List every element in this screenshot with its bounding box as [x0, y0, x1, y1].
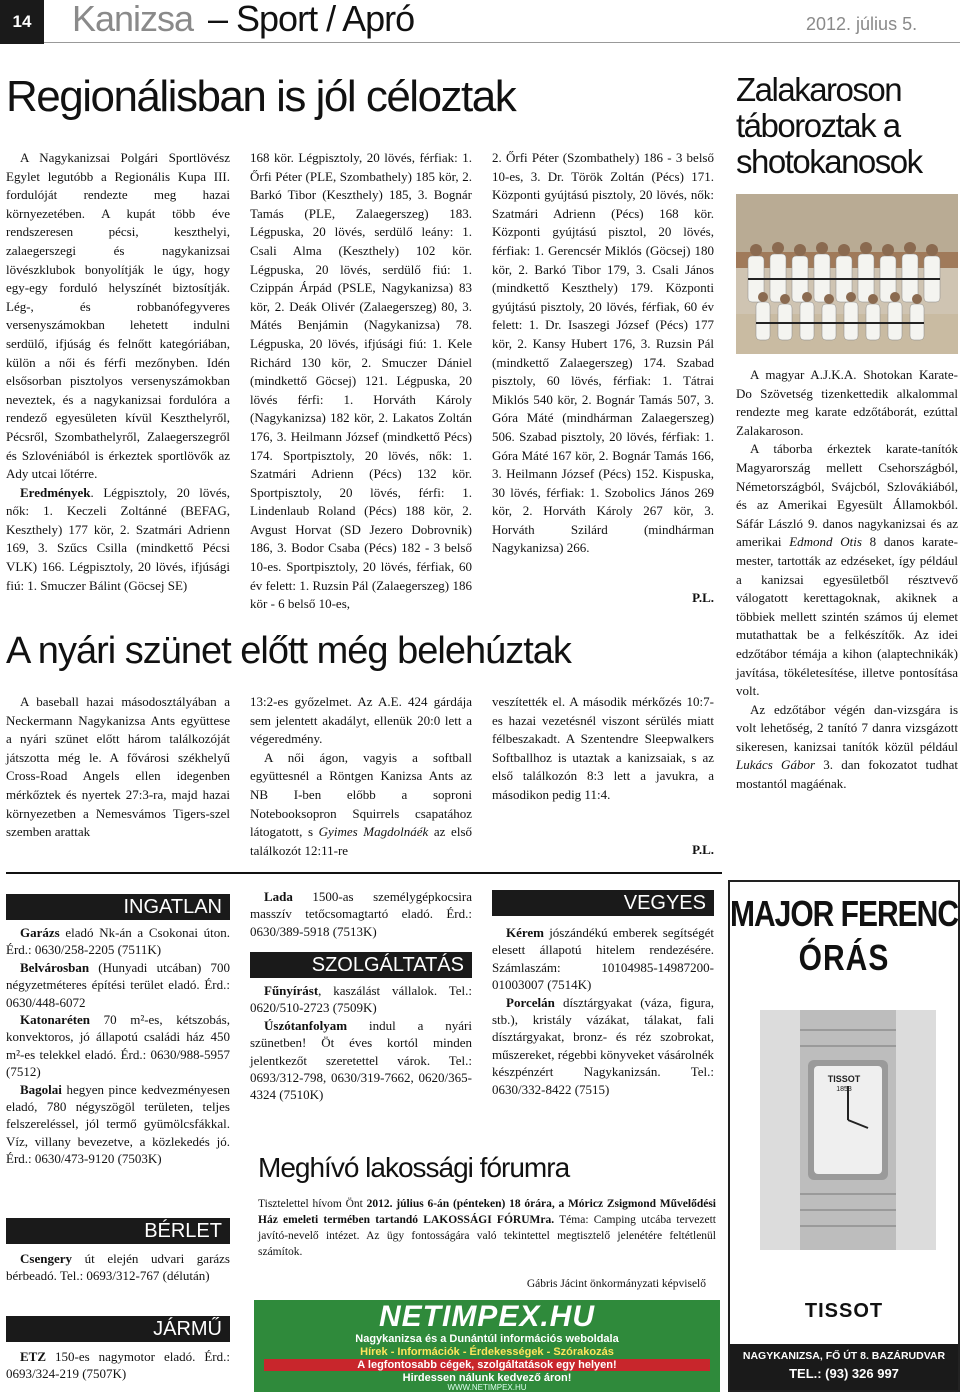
forum-signer: Gábris Jácint önkormányzati képviselő [526, 1278, 706, 1290]
article3-p2a: A táborba érkeztek karate-tanítók Magyarország mellett Csehországból, Németországból, Svájcból, Szlovákiából, és az Amerikai Egyesült Államokból. Sáfár László 9. danos nagykanizsai és az amerikai [736, 441, 958, 550]
list-item: Kérem jószándékú emberek segítségét elesett állapotú hitelem rendezésére. Számlaszám: 10104985-14987200-01003007 (7514K) [492, 925, 714, 993]
szolgaltatas-heading: SZOLGÁLTATÁS [250, 952, 472, 978]
article2-col2 [250, 693, 472, 860]
list-item: Katonaréten 70 m²-es, kétszobás, konvektoros, jó állapotú családi ház 450 m²-es telekkel eladó. Érd.: 0630/988-5957 (7512) [6, 1012, 230, 1080]
article3-p1: A magyar A.J.K.A. Shotokan Karate-Do Szövetség tizenkettedik alkalommal rendezte meg karate edzőtáborát, ezúttal Zalakaroson. [736, 367, 958, 438]
vegyes-list [492, 924, 714, 1098]
article-title-karate: Zalakaroson táboroztak a shotokanosok [736, 71, 922, 180]
header-rule [44, 42, 960, 43]
netimpex-ad[interactable] [254, 1300, 720, 1392]
list-item: Garázs eladó Nk-án a Csokonai úton. Érd.: 0630/258-2205 (7511K) [6, 925, 230, 958]
article2-signature: P.L. [692, 842, 714, 857]
karate-people-drawing [736, 194, 958, 354]
jarmu-list-a [6, 1348, 230, 1383]
watch-brand: TISSOT [827, 1074, 861, 1084]
szolgaltatas-list [250, 982, 472, 1104]
netimpex-line2: Hírek - Információk - Érdekességek - Szórakozás [360, 1346, 614, 1358]
article3-p3a: Az edzőtábor végén dan-vizsgára is volt lehetőség, 2 tanító 7 danra vizsgázott sikeresen, kanizsai tanítók közül például [736, 701, 958, 754]
netimpex-logo: NETIMPEX.HU [378, 1300, 596, 1333]
watch-illustration [730, 990, 958, 1270]
issue-date: 2012. július 5. [806, 14, 918, 34]
jarmu-list-b [250, 888, 472, 940]
forum-text: Tisztelettel hívom Önt 2012. július 6-án (pénteken) 18 órára, a Móricz Zsigmond Művelődési Ház emeleti termében tartandó LAKOSSÁGI FÓRUMra. Téma: Camping utcába tervezett javító-nevelő intézet. Az ügy fontosságára való tekintettel megtisztelő jelenétére feltétlenül számítok. [258, 1198, 717, 1258]
article2-col1-text: A baseball hazai másodosztályában a Neckermann Nagykanizsa Ants együttese a nyári szünet előtt három találkozóját játszotta még le. A fővárosi székhelyű Cross-Road Angels ellen idegenben mérkőztek és nyertek 27:3-ra, majd hazai környezetben a Nemesvámos Tigers-szel szemben arattak [6, 694, 230, 840]
article2-col2-a: 13:2-es győzelmet. Az A.E. 424 gárdája sem jelentett akadályt, ellenük 20:0 lett a végeredmény. [250, 694, 472, 747]
list-item: ETZ 150-es nagymotor eladó. Érd.: 0693/324-219 (7507K) [6, 1349, 230, 1382]
netimpex-line3: A legfontosabb cégek, szolgáltatások egy helyen! [264, 1359, 710, 1371]
netimpex-url[interactable]: WWW.NETIMPEX.HU [447, 1383, 527, 1392]
article3-p2-italic: Edmond Otis [789, 534, 862, 550]
article1-signature: P.L. [692, 590, 714, 605]
article2-col1 [6, 693, 230, 842]
article3-text [736, 366, 958, 794]
article1-col3-text: 2. Őrfi Péter (Szombathely) 186 - 3 belső 10-es, 3. Dr. Török Zoltán (Pécs) 171. Központi gyújtású pisztoly, 20 lövés, nők: Szatmári Adrienn (Pécs) 168 kör. Központi gyújtású pisztol, 20 lövés, férfiak: 1. Gerencsér Miklós (Göcsej) 180 kör, 2. Barkó Tibor 179, 3. Csali János (mindkettő Keszthely) 179. Központi gyújtású pisztoly, 20 lövés, férfiak, 60 év felett: 1. Dr. Isaszegi József (Pécs) 177 kör, 2. Kansy Hubert 176, 3. Ruzsin Pál (mindkettő Zalaegerszeg) 174. Szabad pisztoly, 60 lövés, férfiak: 1. Tátrai Miklós 540 kör, 2. Bognár Tamás 507, 3. Góra Máté (mindhárman Zalaegerszeg) 506. Szabad pisztoly, 20 lövés, férfiak: 1. Góra Máté 167 kör, 2. Bognár Tamás 166, 3. Heilmann József (Pécs) 152. Kispuska, 30 lövés, férfiak: 1. Szobolics János 269 kör, 2. Horváth Károly 267 kör, 3. Horváth Szilárd (mindhárman Nagykanizsa) 266. [492, 150, 714, 556]
list-item: Lada 1500-as személygépkocsira masszív tetőcsomagtartó eladó. Érd.: 0630/389-5918 (7513K) [250, 889, 472, 939]
list-item: Úszótanfolyam indul a nyári szünetben! Öt éves kortól minden jelentkezőt szeretettel várok. Tel.: 0693/312-798, 0630/319-7662, 0620/365-4324 (7510K) [250, 1017, 472, 1103]
classifieds-rule [6, 872, 722, 874]
berlet-list [6, 1250, 230, 1285]
jarmu-heading: JÁRMŰ [6, 1316, 230, 1342]
list-item: Csengery út elején udvari garázs bérbeadó. Tel.: 0693/312-767 (délután) [6, 1251, 230, 1284]
page-number: 14 [12, 12, 32, 31]
article2-col2-italic: Gyimes Magdolnáék [318, 824, 429, 840]
article1-col2-text: 168 kör. Légpisztoly, 20 lövés, férfiak: 1. Őrfi Péter (PLE, Szombathely) 185 kör, 2. Barkó Tibor (Keszthely) 185, 3. Bognár Tamás (PLE, Zalaegerszeg) 183. Légpuska, 20 lövés, serdülő leány: 1. Csali Alma (Keszthely) 102 kör. Légpuska, 20 lövés, serdülő fiú: 1. Czippán Árpád (PSLE, Nagykanizsa) 83 kör, 2. Deák Olivér (Zalaegerszeg) 80, 3. Mátés Benjámin (Nagykanizsa) 78. Légpuska, 20 lövés, ifjúsági fiú: 1. Kele Richárd 130 kör, 2. Smuczer Dániel (mindkettő Göcsej) 121. Légpuska, 20 lövés férfi: 1. Horváth Károly (Nagykanizsa) 182 kör, 2. Lakatos Zoltán 176, 3. Heilmann József (mindkettő Pécs) 174. Sportpisztoly, 20 lövés, nők: 1. Szatmári Adrienn (Pécs) 132 kör. Sportpisztoly, 20 lövés, férfi: 1. Lindenlaub Roland (Pécs) 188 kör, 2. Avgust Horvat (SD Jezero Dobrovnik) 186, 3. Bodor Csaba (Pécs) 182 - 3 belső 10-es. Sportpisztoly, 20 lövés, férfiak, 60 év felett: 1. Ruzsin Pál (Zalaegerszeg) 186 kör - 6 belső 10-es, [250, 150, 472, 612]
article-title-baseball: A nyári szünet előtt még belehúztak [6, 630, 571, 672]
forum-title: Meghívó lakossági fórumra [258, 1152, 570, 1183]
vegyes-heading: VEGYES [492, 890, 714, 916]
watch-year: 1853 [836, 1086, 852, 1093]
article1-col1 [6, 149, 230, 595]
article2-col2-c: az első találkozót 12:11-re [250, 824, 472, 858]
list-item: Belvárosban (Hunyadi utcában) 700 négyzetméteres építési terület eladó. Érd.: 0630/448-6072 [6, 959, 230, 1010]
article3-p3-italic: Lukács Gábor [736, 757, 815, 773]
results-label: Eredmények [20, 484, 91, 500]
major-address: NAGYKANIZSA, FŐ ÚT 8. BAZÁRUDVAR [742, 1350, 946, 1362]
netimpex-line1: Nagykanizsa és a Dunántúl információs weboldala [355, 1333, 619, 1345]
list-item: Porcelán dísztárgyakat (váza, figura, stb.), kristály vázákat, tálakat, fali dísztárgyakat, bronz- és réz szobrokat, műszereket, régebbi könyveket vásárolnék készpénzért Nagykanizsán. Tel.: 0630/332-8422 (7515) [492, 994, 714, 1097]
list-item: Fűnyírást, kaszálást vállalok. Tel.: 0620/510-2723 (7509K) [250, 983, 472, 1016]
major-name-line2: ÓRÁS [798, 938, 890, 979]
list-item: Bagolai hegyen pince kedvezményesen eladó, 780 négyszögöl területen, teljes felszereléssel, jól termő gyümölcsfákkal. Víz, villany bevezetve, a közlekedés jó. Érd.: 0630/473-9120 (7503K) [6, 1081, 230, 1167]
article3-p3b: 3. dan fokozatot tudhat mostantól magáénak. [736, 757, 959, 792]
article1-col2 [250, 149, 472, 614]
netimpex-line4: Hirdessen nálunk kedvező áron! [402, 1372, 572, 1384]
section-title-sport: – Sport / Apró [208, 0, 415, 39]
article2-col2-b: A női ágon, vagyis a softball együttesnél a Röntgen Kanizsa Ants az NB I-ben előbb a soproni Notebooksopron Squirrels csapatához látogatott, s [250, 749, 472, 840]
article2-col3 [492, 693, 714, 805]
tissot-brand: TISSOT [804, 1300, 884, 1322]
ingatlan-list [6, 924, 230, 1168]
article1-col1-text: A Nagykanizsai Polgári Sportlövész Egylet legutóbb a Regionális Kupa III. fordulóját rendezte meg hazai környezetében. A kupát több éve rendszeresen pécsi, keszthelyi, zalaegerszegi és nagykanizsai lövészklubok bonyolítják le úgy, hogy egy-egy forduló helyszínét biztosítják. Lég-, és robbanófegyveres versenyszámokban lehetett indulni serdülő, ifjúság és felnőtt kategóriában, külön a női és férfi mezőnyben. Idén elsősorban pisztolyos versenyszámokban neveztek, és a nagykanizsai fordulóra a rendező egyesületen kívül Keszthelyről, Pécsről, Szombathelyről, Zalaegerszegről és Szlovéniából is érkeztek sportlövők az Ady utcai lőtérre. [6, 150, 230, 482]
ingatlan-heading: INGATLAN [6, 894, 230, 920]
major-ferenc-ad[interactable] [728, 880, 960, 1392]
karate-group-photo [736, 194, 958, 354]
berlet-heading: BÉRLET [6, 1218, 230, 1244]
article3-p2b: 8 danos karate-mester, tartották az edzéseket, így például a kanizsai egyesületből résztvevő válogatott kerettagoknak, akiknek a többiek mellett szintén számos új elemet mutathattak be a felkészítők. Az idei edzőtábor témája a kihon (alaptechnikák) javítása, tökéletesítése, illetve pontosítása volt. [736, 534, 958, 699]
article-title-regional: Regionálisban is jól céloztak [6, 72, 516, 121]
major-tel: TEL.: (93) 326 997 [789, 1366, 899, 1381]
article1-results-text: . Légpisztoly, 20 lövés, nők: 1. Keczeli Zoltánné (BEFAG, Keszthely) 177 kör, 2. Szatmári Adrienn 169, 3. Szűcs Csilla (mindkettő Pécsi VLK) 166. Légpisztoly, 20 lövés, ifjúsági fiú: 1. Smuczer Bálint (Göcsej SE) [6, 484, 230, 593]
major-name-line1: MAJOR FERENC [730, 894, 959, 935]
article1-col3 [492, 149, 714, 558]
section-title-kanizsa: Kanizsa [72, 0, 194, 39]
article2-col3-text: veszítették el. A második mérkőzés 10:7-es hazai vezetésnél viszont sérülés miatt félbeszakadt. A Szentendre Sleepwalkers Softballhoz is utaztak a kanizsaiak, s az első találkozón 8:3 lett a javukra, a másodikon pedig 11:4. [492, 694, 714, 802]
